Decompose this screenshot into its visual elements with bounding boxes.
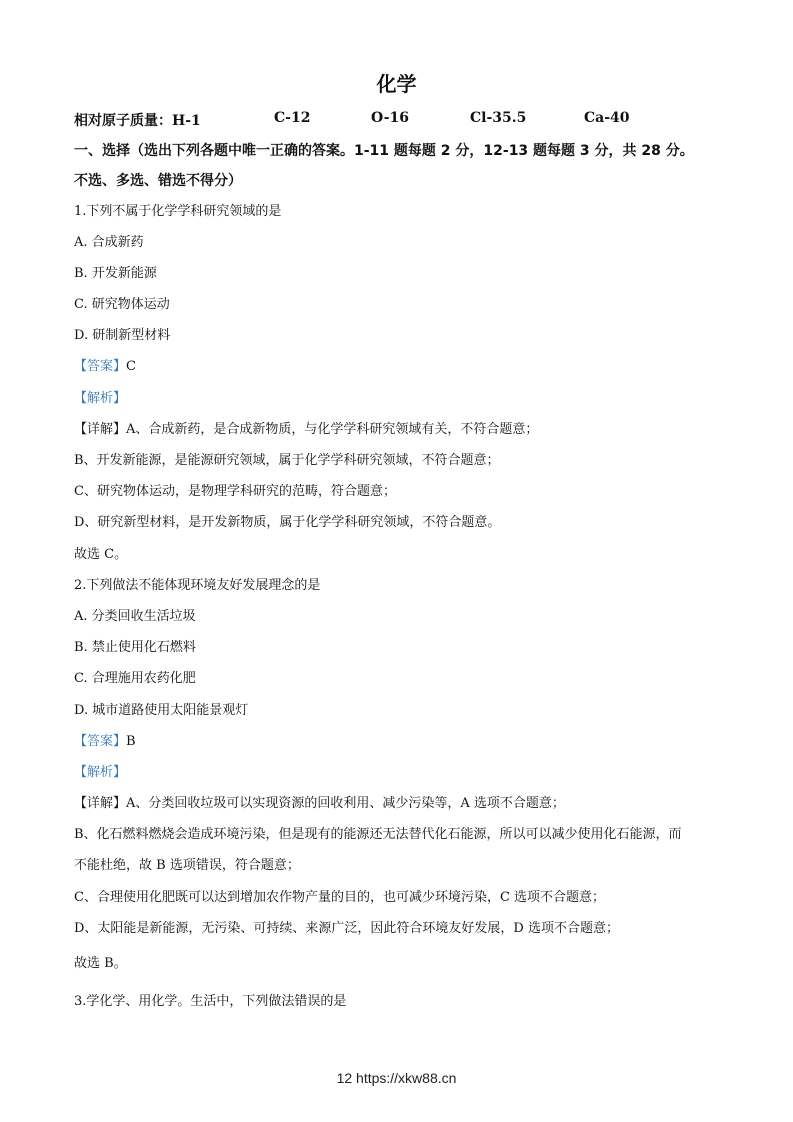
question-1-option-b: B. 开发新能源 (74, 266, 157, 281)
answer-tag: 【答案】 (74, 734, 127, 749)
mass-c: C-12 (274, 110, 311, 126)
section-heading-line-1: 一、选择（选出下列各题中唯一正确的答案。1-11 题每题 2 分，12-13 题每题 3 分，共 28 分。 (74, 143, 694, 159)
atomic-masses (74, 110, 733, 130)
mass-cl: Cl-35.5 (470, 110, 527, 126)
section-heading-line-2: 不选、多选、错选不得分） (74, 173, 242, 189)
question-1-option-c: C. 研究物体运动 (74, 297, 170, 312)
question-1-stem: 1.下列不属于化学学科研究领域的是 (74, 204, 282, 219)
question-1-option-a: A. 合成新药 (74, 235, 144, 250)
question-2-option-c: C. 合理施用农药化肥 (74, 671, 196, 686)
detail-text: A、合成新药，是合成新物质，与化学学科研究领域有关，不符合题意； (126, 422, 539, 437)
question-2-detail-line-2: B、化石燃料燃烧会造成环境污染，但是现有的能源还无法替代化石能源，所以可以减少使用化石能源，而 (74, 827, 682, 842)
question-2-conclusion: 故选 B。 (74, 956, 127, 971)
mass-o: O-16 (371, 110, 410, 126)
question-2-detail-line-3: 不能杜绝，故 B 选项错误，符合题意； (74, 858, 300, 873)
question-1-detail-line-3: C、研究物体运动，是物理学科研究的范畴，符合题意； (74, 484, 396, 499)
question-2-detail-line-4: C、合理使用化肥既可以达到增加农作物产量的目的，也可减少环境污染，C 选项不合题意； (74, 890, 606, 905)
question-2-stem: 2.下列做法不能体现环境友好发展理念的是 (74, 578, 321, 593)
question-1-detail-line-2: B、开发新能源，是能源研究领域，属于化学学科研究领域，不符合题意； (74, 453, 500, 468)
question-1-conclusion: 故选 C。 (74, 547, 128, 562)
detail-tag: 【详解】 (74, 422, 127, 437)
atomic-masses-label: 相对原子质量：H-1 (74, 113, 201, 129)
mass-ca: Ca-40 (584, 110, 630, 126)
page-footer: 12 https://xkw88.cn (336, 1070, 457, 1086)
question-1-detail-line-4: D、研究新型材料，是开发新物质，属于化学学科研究领域，不符合题意。 (74, 515, 501, 530)
question-2-option-b: B. 禁止使用化石燃料 (74, 640, 196, 655)
question-2-detail-line-5: D、太阳能是新能源，无污染、可持续、来源广泛，因此符合环境友好发展，D 选项不合题意； (74, 921, 619, 936)
detail-text: A、分类回收垃圾可以实现资源的回收利用、减少污染等，A 选项不合题意； (126, 796, 565, 811)
question-3-stem: 3.学化学、用化学。生活中，下列做法错误的是 (74, 994, 347, 1009)
question-2-answer (74, 733, 733, 751)
answer-value: B (126, 734, 136, 749)
detail-tag: 【详解】 (74, 796, 127, 811)
question-1-analysis-tag: 【解析】 (74, 391, 127, 406)
question-2-option-a: A. 分类回收生活垃圾 (74, 609, 196, 624)
answer-tag: 【答案】 (74, 359, 127, 374)
question-2-analysis-tag: 【解析】 (74, 765, 127, 780)
question-1-option-d: D. 研制新型材料 (74, 328, 171, 343)
question-1-detail-line-1 (74, 421, 733, 439)
answer-value: C (126, 359, 136, 374)
question-2-detail-line-1 (74, 795, 733, 813)
question-1-answer (74, 358, 733, 376)
page-title: 化学 (376, 72, 417, 96)
question-2-option-d: D. 城市道路使用太阳能景观灯 (74, 703, 249, 718)
